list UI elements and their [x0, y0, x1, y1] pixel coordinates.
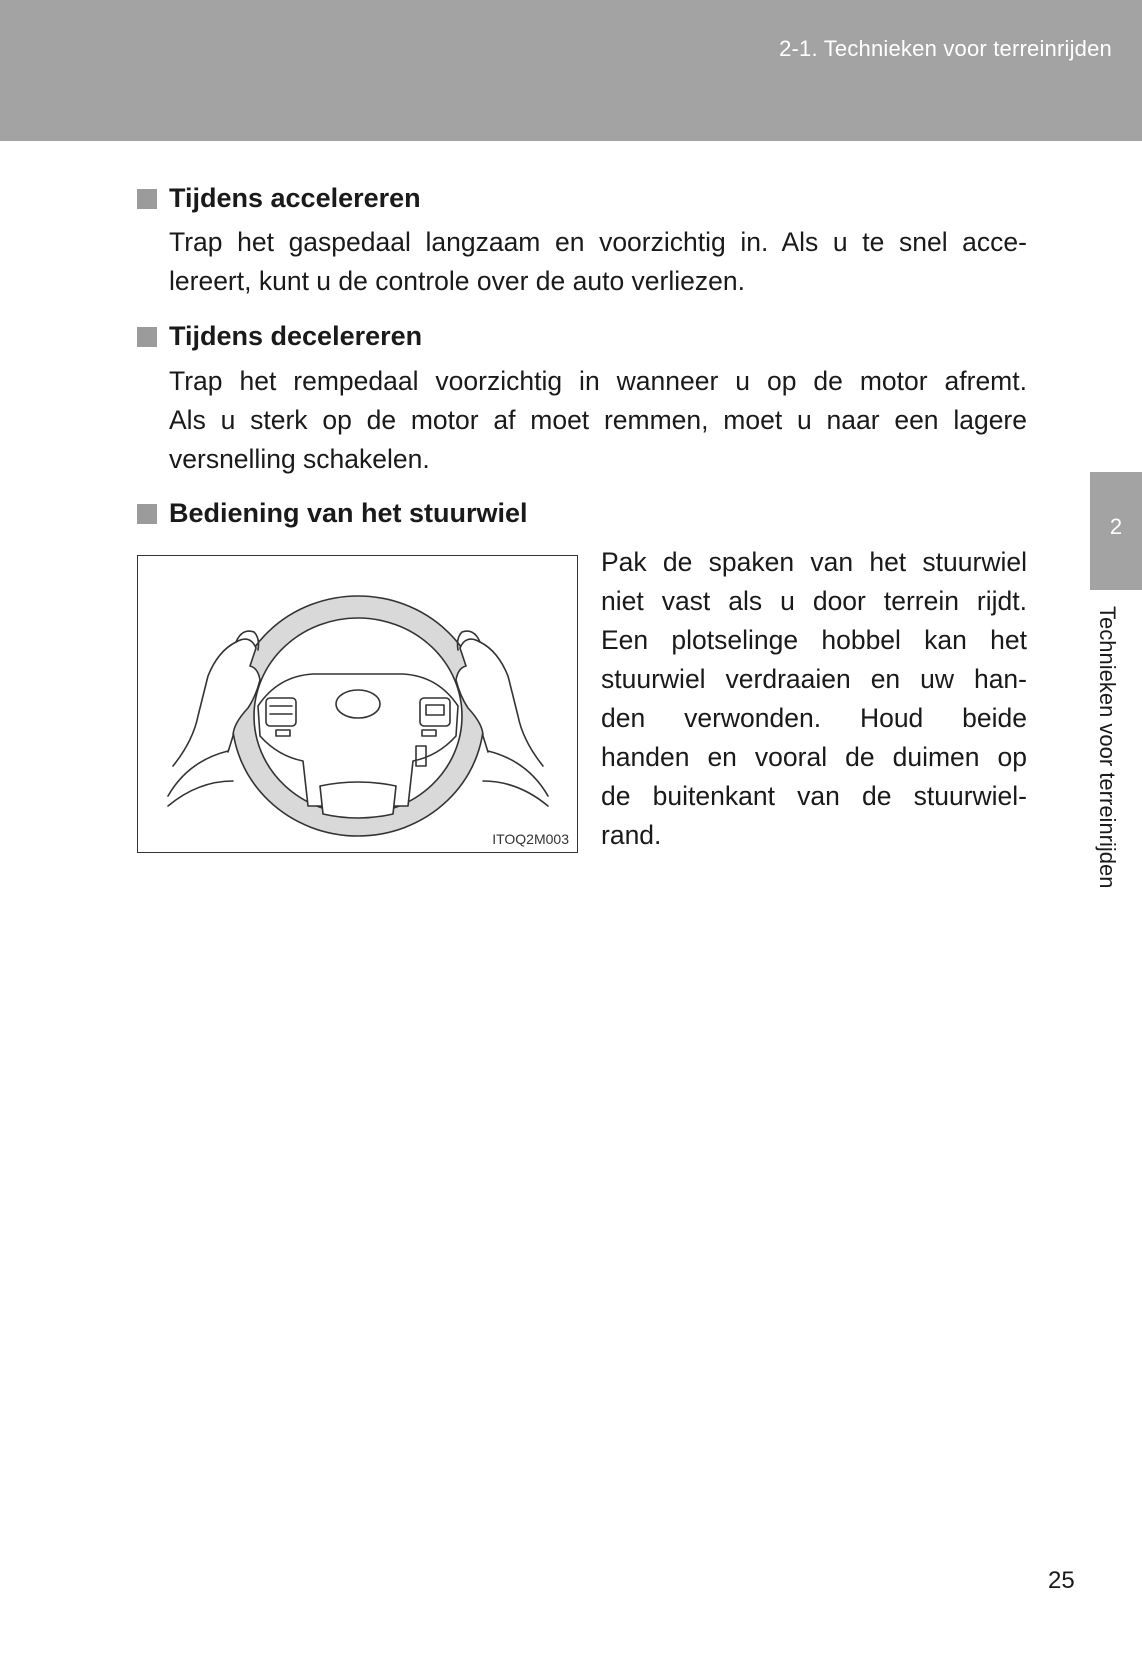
text-line: lereert, kunt u de controle over de auto verliezen.	[169, 266, 745, 296]
text-line: Als u sterk op de motor af moet remmen, moet u naar een lagere	[169, 405, 1027, 435]
text-line: den verwonden. Houd beide	[601, 703, 1027, 733]
square-bullet-icon	[137, 327, 157, 347]
square-bullet-icon	[137, 189, 157, 209]
steering-wheel-figure	[137, 555, 578, 853]
text-line: de buitenkant van de stuurwiel-	[601, 781, 1027, 811]
chapter-number: 2	[1109, 514, 1123, 539]
section-heading-text: Tijdens accelereren	[169, 183, 421, 213]
header-section-title: 2-1. Technieken voor terreinrijden	[779, 36, 1112, 61]
text-line: versnelling schakelen.	[169, 444, 430, 474]
chapter-tab	[1090, 472, 1142, 590]
text-line: Trap het gaspedaal langzaam en voorzichtig in. Als u te snel acce-	[169, 227, 1027, 257]
section-text-decelerating	[169, 362, 1027, 479]
section-heading-accelerating	[137, 183, 421, 214]
section-text-accelerating	[169, 223, 1027, 301]
text-line: Een plotselinge hobbel kan het	[601, 625, 1027, 655]
steering-wheel-hands-icon	[138, 556, 577, 852]
text-line: niet vast als u door terrein rijdt.	[601, 586, 1027, 616]
section-heading-text: Tijdens decelereren	[169, 321, 423, 351]
section-text-steering	[601, 543, 1027, 855]
section-heading-text: Bediening van het stuurwiel	[169, 498, 528, 528]
text-line: handen en vooral de duimen op	[601, 742, 1027, 772]
page-number: 25	[1048, 1567, 1075, 1594]
chapter-side-label: Technieken voor terreinrijden	[1095, 606, 1120, 889]
square-bullet-icon	[137, 504, 157, 524]
section-heading-decelerating	[137, 321, 422, 352]
section-heading-steering	[137, 498, 528, 529]
figure-code: ITOQ2M003	[492, 831, 569, 847]
header-bar	[0, 0, 1142, 141]
text-line: Pak de spaken van het stuurwiel	[601, 547, 1027, 577]
text-line: stuurwiel verdraaien en uw han-	[601, 664, 1027, 694]
text-line: rand.	[601, 820, 662, 850]
text-line: Trap het rempedaal voorzichtig in wanneer u op de motor afremt.	[169, 366, 1027, 396]
